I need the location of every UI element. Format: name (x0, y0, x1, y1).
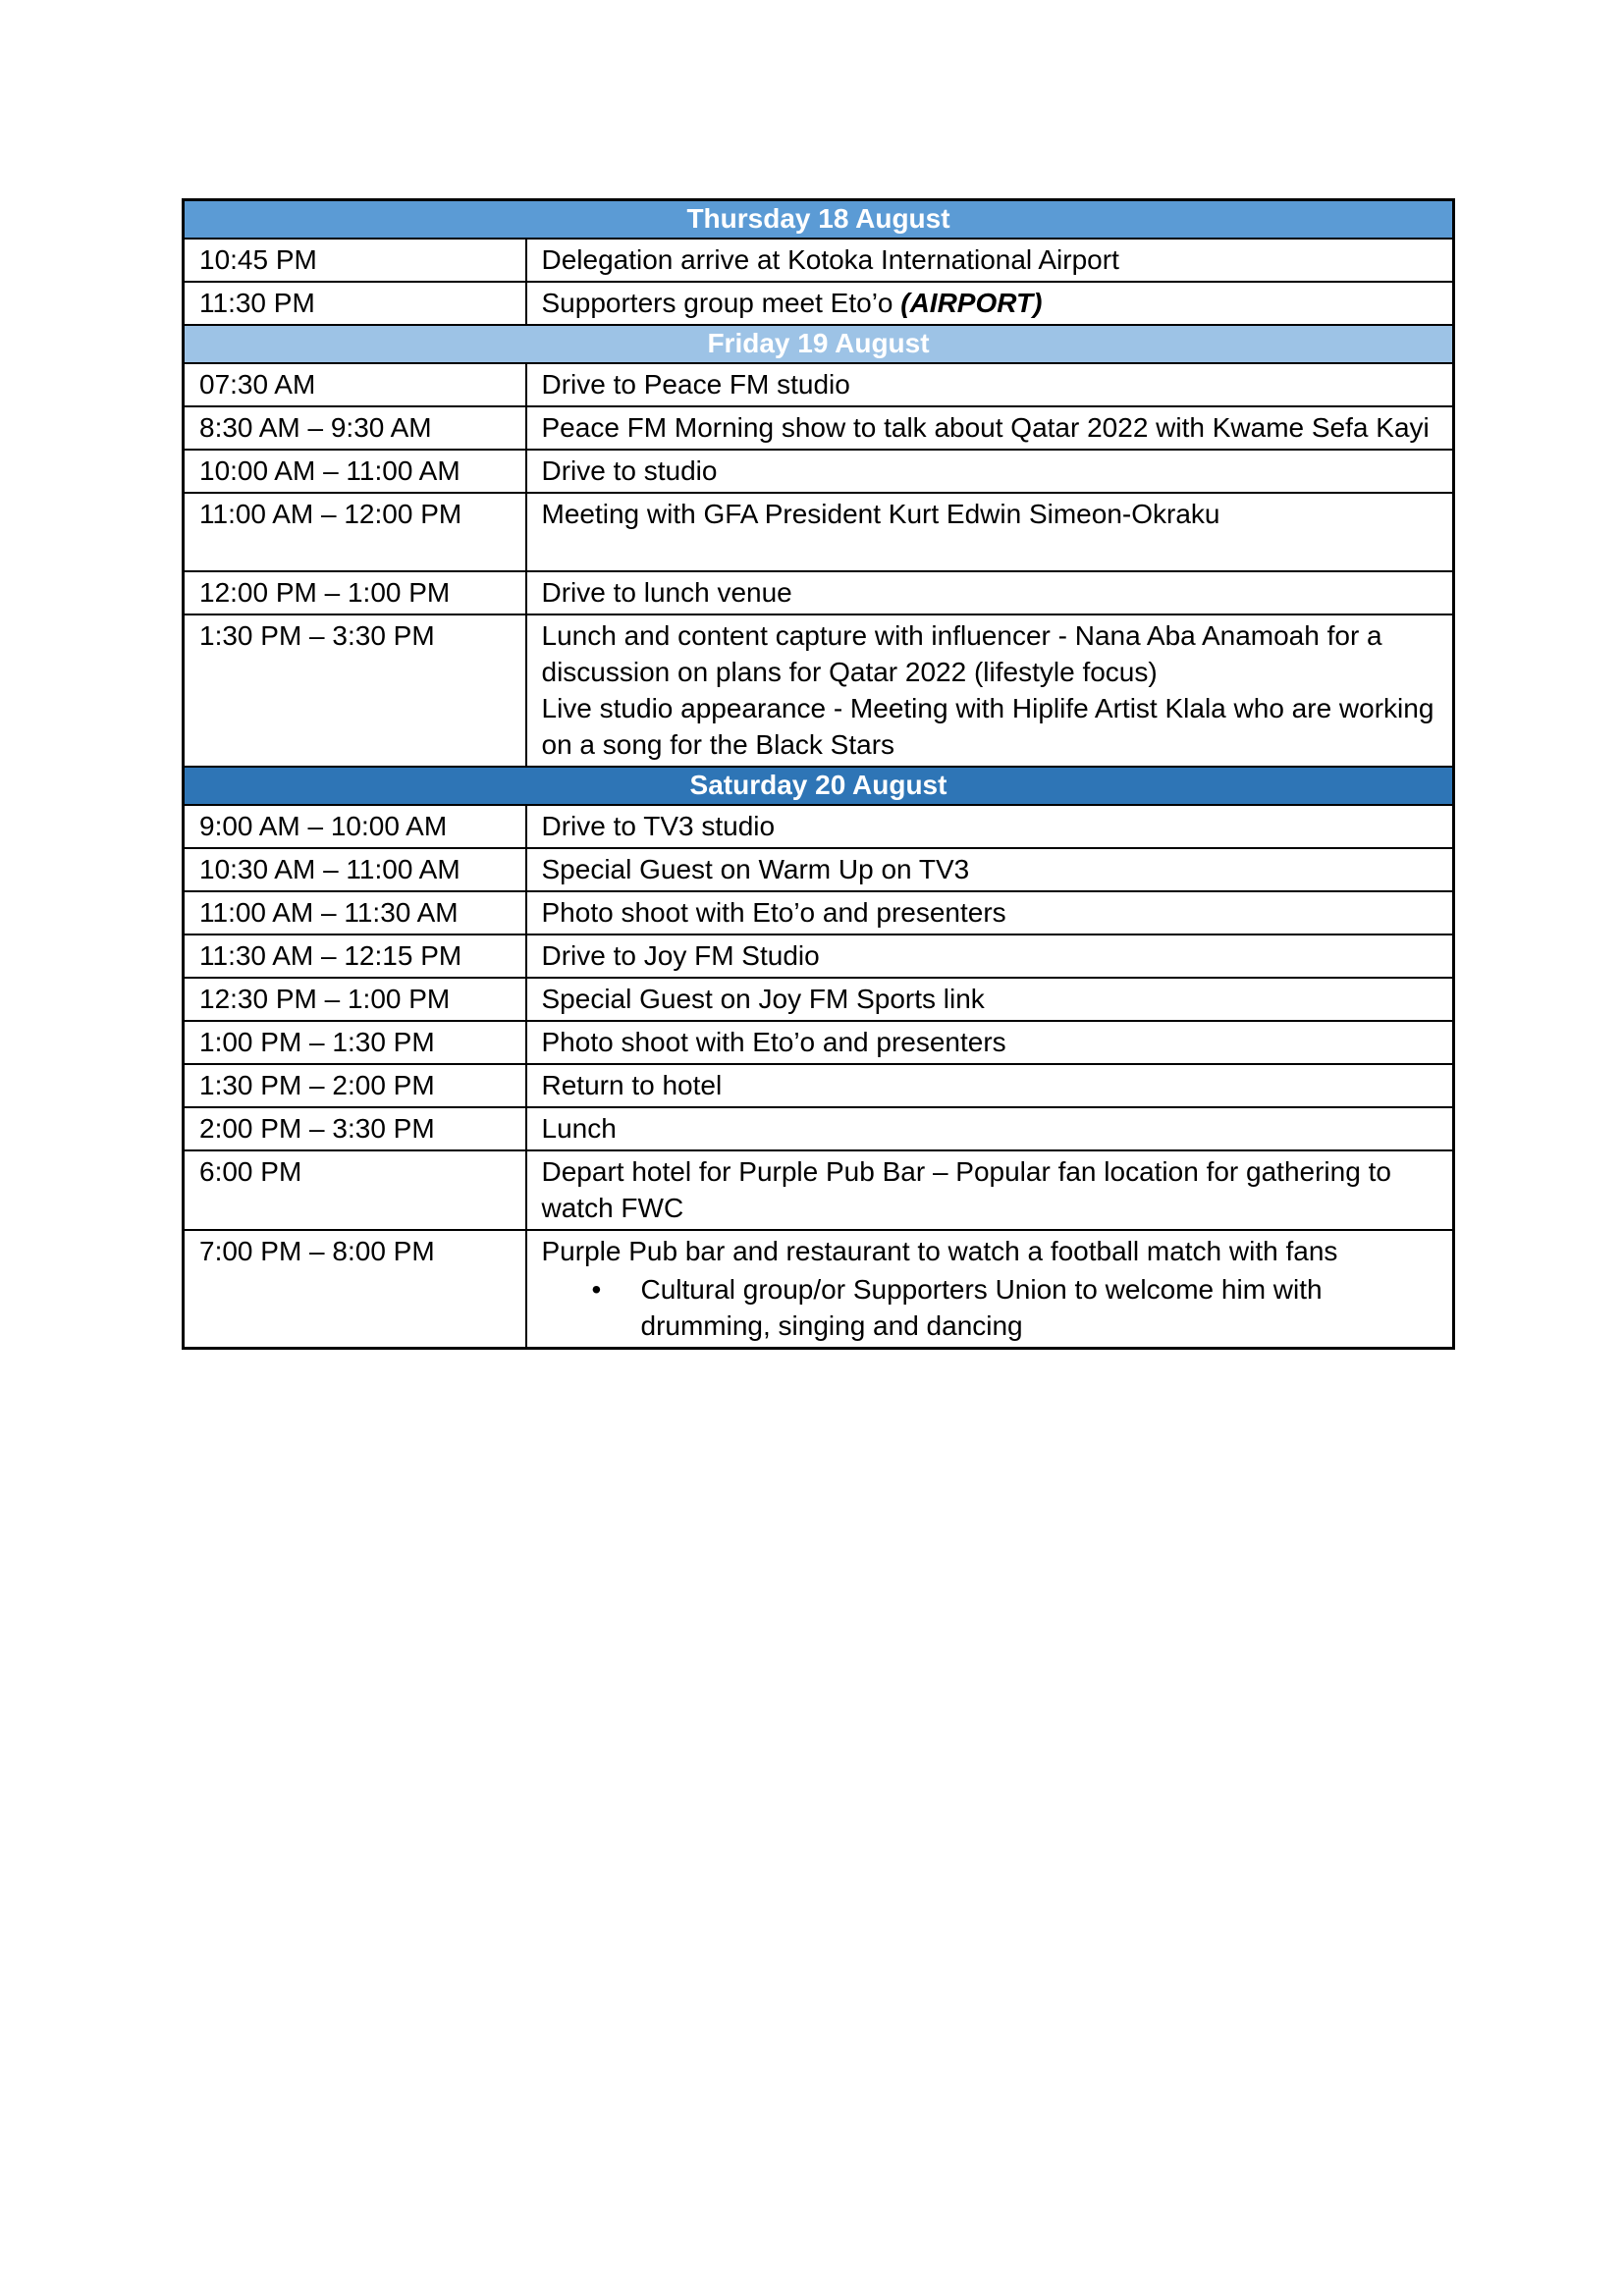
activity-text: Supporters group meet Eto’o (541, 288, 901, 318)
time-cell: 6:00 PM (184, 1150, 526, 1230)
activity-cell: Photo shoot with Eto’o and presenters (526, 1021, 1454, 1064)
activity-cell (526, 282, 1454, 325)
activity-cell (526, 614, 1454, 767)
time-cell: 11:30 AM – 12:15 PM (184, 934, 526, 978)
activity-cell: Delegation arrive at Kotoka International Airport (526, 239, 1454, 282)
activity-text: Lunch and content capture with influencer - Nana Aba Anamoah for a discussion on plans for Qatar 2022 (lifestyle focus) (541, 620, 1382, 687)
activity-cell: Drive to lunch venue (526, 571, 1454, 614)
time-cell: 07:30 AM (184, 363, 526, 406)
schedule-table (182, 198, 1455, 1350)
activity-emphasis: (AIRPORT) (900, 288, 1043, 318)
schedule-row (184, 450, 1454, 493)
time-cell: 9:00 AM – 10:00 AM (184, 805, 526, 848)
activity-cell: Photo shoot with Eto’o and presenters (526, 891, 1454, 934)
bullet-text: Cultural group/or Supporters Union to welcome him with drumming, singing and dancing (640, 1274, 1323, 1341)
day-title: Saturday 20 August (184, 767, 1454, 805)
time-cell: 7:00 PM – 8:00 PM (184, 1230, 526, 1349)
schedule-row (184, 571, 1454, 614)
schedule-row (184, 1230, 1454, 1349)
day-header-row (184, 325, 1454, 363)
time-cell: 1:30 PM – 2:00 PM (184, 1064, 526, 1107)
time-cell: 11:00 AM – 11:30 AM (184, 891, 526, 934)
activity-cell: Drive to Joy FM Studio (526, 934, 1454, 978)
schedule-row (184, 1107, 1454, 1150)
day-header-row (184, 200, 1454, 240)
schedule-row (184, 406, 1454, 450)
activity-cell: Drive to TV3 studio (526, 805, 1454, 848)
activity-text-secondary: Live studio appearance - Meeting with Hiplife Artist Klala who are working on a song for the Black Stars (541, 693, 1434, 760)
time-cell: 10:45 PM (184, 239, 526, 282)
activity-cell (526, 1230, 1454, 1349)
schedule-row (184, 1150, 1454, 1230)
schedule-row (184, 614, 1454, 767)
activity-cell: Special Guest on Joy FM Sports link (526, 978, 1454, 1021)
time-cell: 12:00 PM – 1:00 PM (184, 571, 526, 614)
schedule-row (184, 1021, 1454, 1064)
schedule-row (184, 891, 1454, 934)
bullet-icon: • (591, 1274, 602, 1305)
activity-cell: Peace FM Morning show to talk about Qatar 2022 with Kwame Sefa Kayi (526, 406, 1454, 450)
activity-cell: Drive to Peace FM studio (526, 363, 1454, 406)
day-title: Friday 19 August (184, 325, 1454, 363)
activity-cell: Return to hotel (526, 1064, 1454, 1107)
activity-cell: Depart hotel for Purple Pub Bar – Popular fan location for gathering to watch FWC (526, 1150, 1454, 1230)
activity-cell: Meeting with GFA President Kurt Edwin Simeon-Okraku (526, 493, 1454, 571)
activity-cell: Drive to studio (526, 450, 1454, 493)
time-cell: 1:00 PM – 1:30 PM (184, 1021, 526, 1064)
schedule-row (184, 239, 1454, 282)
schedule-row (184, 805, 1454, 848)
activity-text: Purple Pub bar and restaurant to watch a football match with fans (541, 1236, 1338, 1266)
schedule-row (184, 363, 1454, 406)
day-title: Thursday 18 August (184, 200, 1454, 240)
schedule-row (184, 282, 1454, 325)
bullet-item (542, 1271, 1439, 1344)
schedule-row (184, 848, 1454, 891)
time-cell: 1:30 PM – 3:30 PM (184, 614, 526, 767)
time-cell: 2:00 PM – 3:30 PM (184, 1107, 526, 1150)
day-header-row (184, 767, 1454, 805)
time-cell: 11:00 AM – 12:00 PM (184, 493, 526, 571)
schedule-row (184, 978, 1454, 1021)
time-cell: 10:00 AM – 11:00 AM (184, 450, 526, 493)
time-cell: 10:30 AM – 11:00 AM (184, 848, 526, 891)
schedule-row (184, 493, 1454, 571)
activity-bullet-list (542, 1271, 1439, 1344)
time-cell: 8:30 AM – 9:30 AM (184, 406, 526, 450)
time-cell: 12:30 PM – 1:00 PM (184, 978, 526, 1021)
schedule-row (184, 934, 1454, 978)
activity-cell: Special Guest on Warm Up on TV3 (526, 848, 1454, 891)
time-cell: 11:30 PM (184, 282, 526, 325)
activity-cell: Lunch (526, 1107, 1454, 1150)
schedule-row (184, 1064, 1454, 1107)
